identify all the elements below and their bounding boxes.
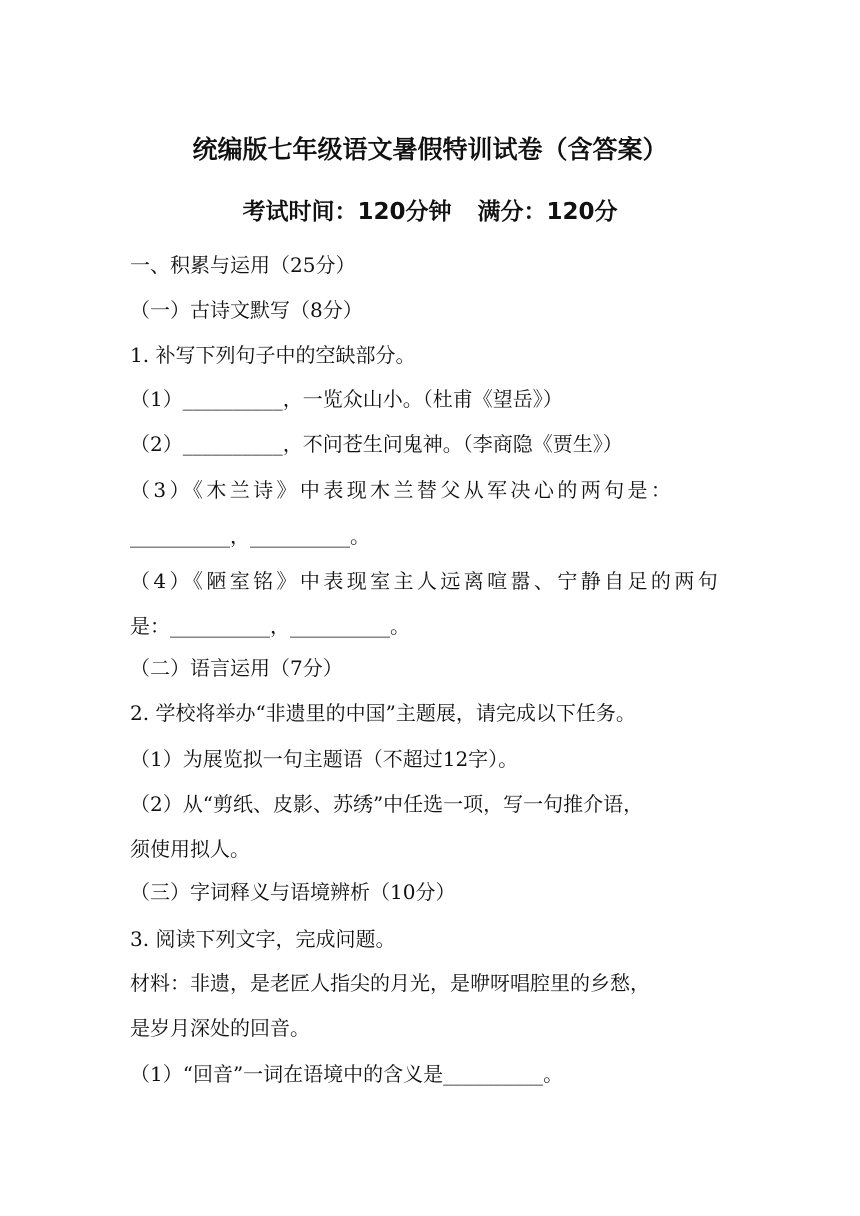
question-1-item-4: （4）《陋室铭》中表现室主人远离喧嚣、宁静自足的两句 xyxy=(130,569,722,593)
subsection-heading-words: （三）字词释义与语境辨析（10分） xyxy=(130,880,456,904)
question-2-stem: 2. 学校将举办“非遗里的中国”主题展，请完成以下任务。 xyxy=(130,701,636,725)
question-1-item-3: （3）《木兰诗》中表现木兰替父从军决心的两句是： xyxy=(130,478,675,502)
question-3-item-1: （1）“回音”一词在语境中的含义是__________。 xyxy=(130,1062,564,1086)
section-heading-accumulation: 一、积累与运用（25分） xyxy=(130,253,356,277)
question-1-stem: 1. 补写下列句子中的空缺部分。 xyxy=(130,343,416,367)
question-3-stem: 3. 阅读下列文字，完成问题。 xyxy=(130,927,396,951)
question-1-item-1: （1）__________，一览众山小。（杜甫《望岳》） xyxy=(130,387,563,411)
question-1-item-4-blanks: 是：__________，__________。 xyxy=(130,614,410,638)
subsection-heading-language: （二）语言运用（7分） xyxy=(130,656,343,680)
question-1-item-3-blanks: __________，__________。 xyxy=(130,524,370,548)
question-3-material-cont: 是岁月深处的回音。 xyxy=(130,1016,310,1040)
document-title: 统编版七年级语文暑假特训试卷（含答案） xyxy=(192,135,668,164)
question-2-item-1: （1）为展览拟一句主题语（不超过12字）。 xyxy=(130,747,519,771)
question-2-item-2-cont: 须使用拟人。 xyxy=(130,837,250,861)
question-2-item-2: （2）从“剪纸、皮影、苏绣”中任选一项，写一句推介语， xyxy=(130,792,644,816)
full-score: 满分：120分 xyxy=(477,199,618,225)
question-3-material: 材料：非遗，是老匠人指尖的月光，是咿呀唱腔里的乡愁， xyxy=(130,971,650,995)
exam-info xyxy=(0,192,860,232)
exam-time: 考试时间：120分钟 xyxy=(242,199,452,225)
subsection-heading-poetry: （一）古诗文默写（8分） xyxy=(130,298,363,322)
question-1-item-2: （2）__________，不问苍生问鬼神。（李商隐《贾生》） xyxy=(130,432,623,456)
